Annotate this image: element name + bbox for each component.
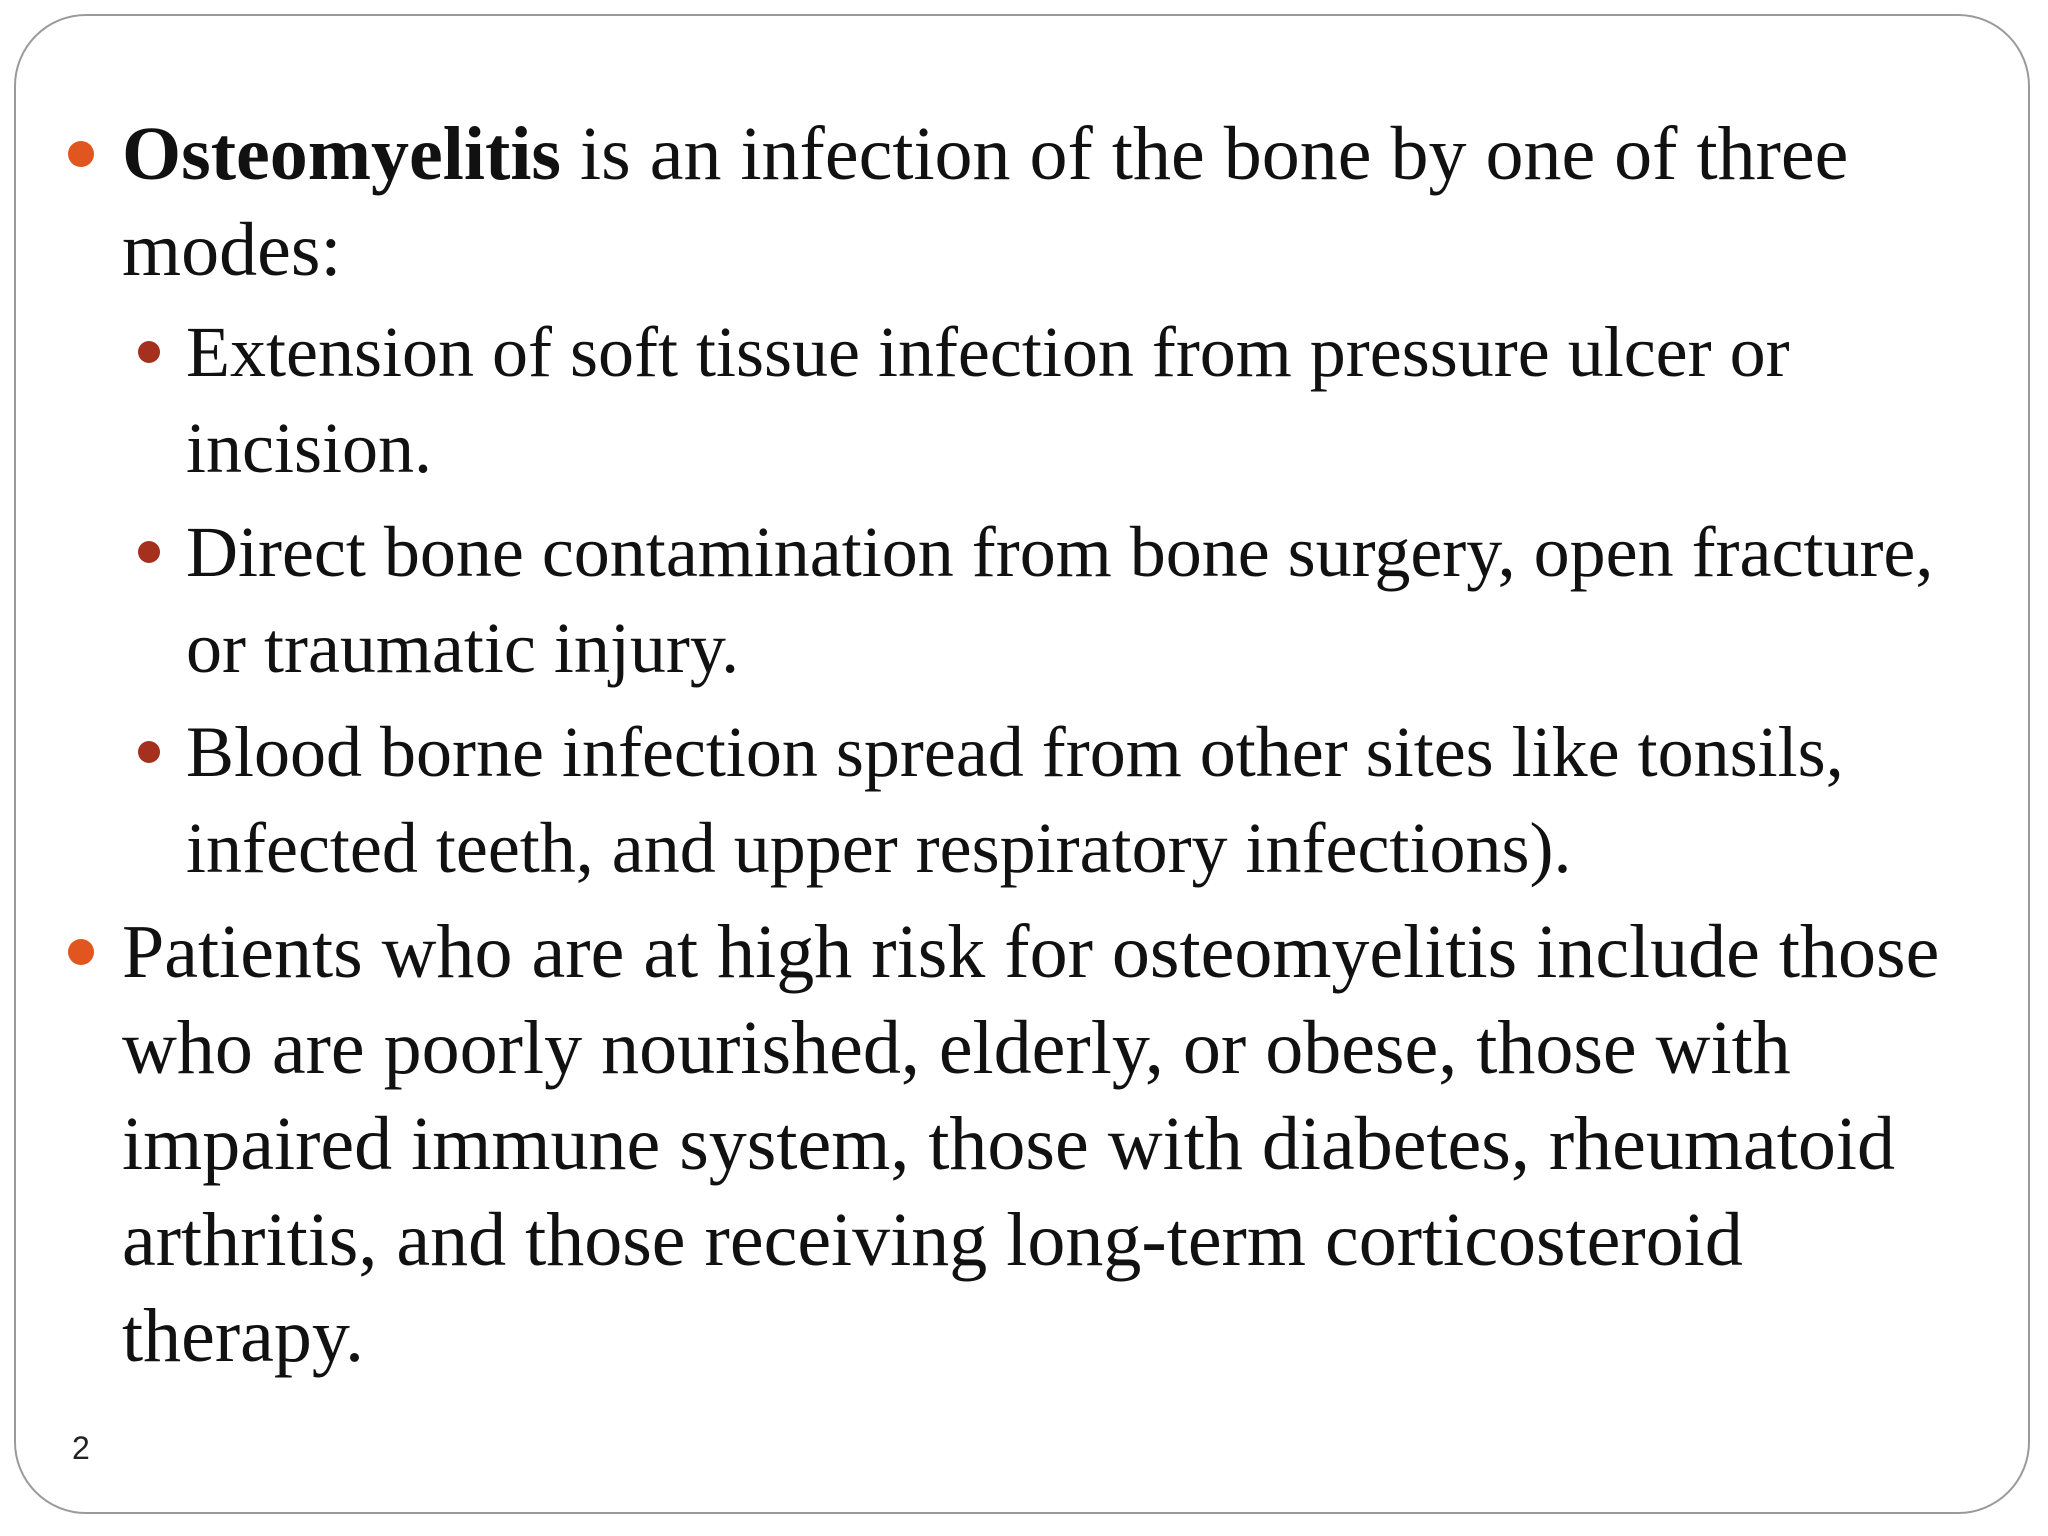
bullet-dot-icon bbox=[68, 939, 94, 965]
sub-bullet-dot-icon bbox=[138, 741, 160, 763]
list-item-mode-1 bbox=[122, 304, 1956, 496]
bullet-dot-icon bbox=[68, 141, 94, 167]
slide-frame bbox=[14, 14, 2030, 1514]
mode-2-text: Direct bone contamination from bone surgery, open fracture, or traumatic injury. bbox=[186, 512, 1934, 688]
mode-3-text: Blood borne infection spread from other sites like tonsils, infected teeth, and upper respiratory infections). bbox=[186, 712, 1844, 888]
term-osteomyelitis: Osteomyelitis bbox=[122, 112, 562, 196]
list-item-mode-2 bbox=[122, 504, 1956, 696]
mode-1-text: Extension of soft tissue infection from pressure ulcer or incision. bbox=[186, 312, 1790, 488]
list-item-mode-3 bbox=[122, 704, 1956, 896]
slide-content bbox=[56, 106, 1956, 1384]
bullet-high-risk-patients bbox=[56, 904, 1956, 1384]
modes-list bbox=[122, 304, 1956, 896]
high-risk-text: Patients who are at high risk for osteomyelitis include those who are poorly nourished, elderly, or obese, those with impaired immune system, those with diabetes, rheumatoid arthritis, and those receiving long-term corticosteroid therapy. bbox=[122, 910, 1940, 1378]
definition-text: is an infection of the bone by one of three modes: bbox=[122, 112, 1849, 292]
bullet-osteomyelitis-definition bbox=[56, 106, 1956, 896]
sub-bullet-dot-icon bbox=[138, 341, 160, 363]
sub-bullet-dot-icon bbox=[138, 541, 160, 563]
slide-number: 2 bbox=[72, 1430, 90, 1466]
